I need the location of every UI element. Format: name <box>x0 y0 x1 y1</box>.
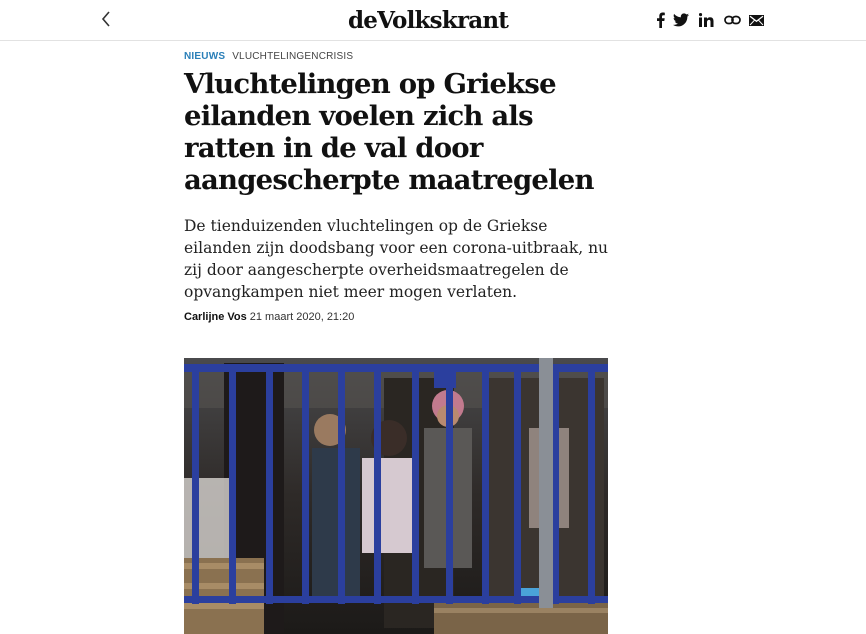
top-bar <box>0 0 866 41</box>
twitter-share-button[interactable] <box>673 12 689 28</box>
refugee-children-fence-photo <box>184 358 608 634</box>
article-lead: De tienduizenden vluchtelingen op de Griekse eilanden zijn doodsbang voor een corona-uitbraak, nu zij door aangescherpte overheidsmaatregelen de opvangkampen niet meer mogen verlaten. <box>184 217 609 301</box>
byline <box>184 311 354 323</box>
mail-share-button[interactable] <box>748 12 764 28</box>
publish-date: 21 maart 2020, 21:20 <box>249 311 355 323</box>
article-photo[interactable] <box>184 358 608 634</box>
twitter-icon <box>673 13 689 27</box>
facebook-icon <box>656 12 665 28</box>
facebook-share-button[interactable] <box>654 12 666 28</box>
back-button[interactable] <box>96 8 116 30</box>
logo[interactable]: deVolkskrant <box>348 7 509 34</box>
author-link[interactable]: Carlijne Vos <box>184 311 247 323</box>
section-link[interactable]: NIEUWS <box>184 51 226 62</box>
linkedin-icon <box>699 13 714 27</box>
mail-icon <box>749 15 764 26</box>
article-headline: Vluchtelingen op Griekse eilanden voelen zich als ratten in de val door aangescherpte maatregelen <box>184 68 594 196</box>
chevron-left-icon <box>101 11 111 27</box>
copy-link-button[interactable] <box>723 12 741 28</box>
article-kicker <box>184 51 353 62</box>
linkedin-share-button[interactable] <box>698 12 714 28</box>
link-icon <box>724 15 741 25</box>
subsection-link[interactable]: VLUCHTELINGENCRISIS <box>232 51 354 62</box>
